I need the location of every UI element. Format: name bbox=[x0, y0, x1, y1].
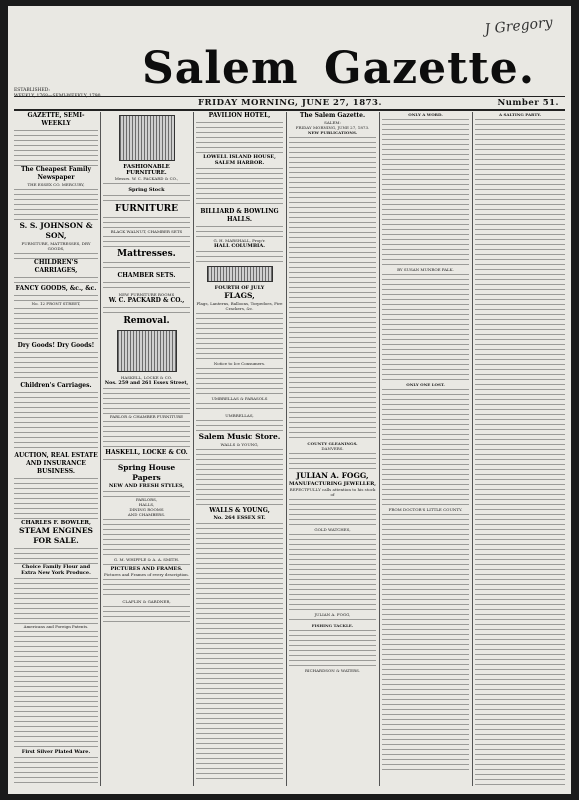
text-block bbox=[289, 628, 376, 668]
spring-house-papers: Spring House Papers bbox=[117, 463, 176, 482]
text-block bbox=[382, 272, 469, 382]
chambers-line: AND CHAMBERS. bbox=[127, 512, 166, 517]
auction-heading: AUCTION, REAL ESTATE AND INSURANCE BUSINESS. bbox=[14, 452, 98, 475]
julian-fogg-heading: JULIAN A. FOGG, bbox=[296, 471, 369, 480]
text-block bbox=[475, 117, 565, 788]
only-a-word-heading: ONLY A WORD. bbox=[408, 112, 443, 117]
column-3 bbox=[196, 112, 283, 788]
column-divider bbox=[472, 112, 473, 786]
salem-music-store-heading: Salem Music Store. bbox=[198, 432, 281, 441]
pavilion-hotel-heading: PAVILION HOTEL, bbox=[208, 112, 271, 119]
column-5 bbox=[382, 112, 469, 788]
issue-date: FRIDAY MORNING, JUNE 27, 1873. bbox=[198, 98, 382, 108]
text-block bbox=[103, 215, 190, 229]
pictures-heading: PICTURES AND FRAMES. bbox=[110, 566, 183, 572]
flags-heading: FLAGS, bbox=[224, 291, 255, 300]
halls-line: HALLS, bbox=[138, 502, 155, 507]
parlor-chamber-line: PARLOR & CHAMBER FURNITURE bbox=[109, 414, 184, 419]
handwritten-signature: J Gregory bbox=[483, 14, 554, 38]
newspaper-page bbox=[8, 6, 571, 794]
whipple-smith-line: G. M. WHIPPLE & A. A. SMITH. bbox=[113, 557, 180, 562]
furniture-store-engraving bbox=[119, 115, 175, 161]
julian-fogg-line: JULIAN A. FOGG, bbox=[314, 612, 351, 617]
text-block bbox=[14, 293, 98, 301]
front-street-line: No. 12 FRONT STREET, bbox=[31, 301, 81, 306]
marshall-line: G. H. MARSHALL, Prop'r. bbox=[213, 238, 266, 243]
gold-watches-line: GOLD WATCHES, bbox=[314, 527, 351, 532]
text-block bbox=[14, 350, 98, 382]
column-divider bbox=[379, 112, 380, 786]
text-block bbox=[196, 311, 283, 361]
dateline-rule bbox=[14, 109, 565, 111]
parlors-line: PARLORS, bbox=[135, 497, 158, 502]
text-block bbox=[14, 128, 98, 166]
text-block bbox=[196, 447, 283, 507]
salem-label: SALEM: bbox=[324, 120, 341, 125]
text-block bbox=[14, 576, 98, 624]
text-block bbox=[289, 532, 376, 612]
lowell-island-heading: LOWELL ISLAND HOUSE, bbox=[203, 154, 276, 160]
silver-ware-line: First Silver Plated Ware. bbox=[21, 749, 91, 755]
haskell-heading: HASKELL, LOCKE & CO. bbox=[105, 449, 188, 456]
county-gleanings-heading: COUNTY GLEANINGS. bbox=[307, 441, 358, 446]
dateline bbox=[8, 97, 571, 109]
text-block bbox=[103, 193, 190, 203]
walls-young-line: WALLS & YOUNG, bbox=[220, 442, 259, 447]
text-block bbox=[14, 546, 98, 564]
claflin-gardner-line: CLAFLIN & GARDNER, bbox=[122, 599, 171, 604]
dry-goods-line: Dry Goods! Dry Goods! bbox=[17, 342, 95, 349]
text-block bbox=[196, 166, 283, 208]
text-block bbox=[196, 366, 283, 396]
dining-line: DINING ROOMS bbox=[129, 507, 164, 512]
text-block bbox=[14, 629, 98, 749]
new-publications-heading: NEW PUBLICATIONS. bbox=[307, 130, 358, 135]
established-years: WEEKLY, 1768—SEMI-WEEKLY, 1790. bbox=[14, 94, 102, 99]
danvers-heading: DANVERS. bbox=[321, 446, 344, 451]
text-block bbox=[14, 251, 98, 259]
mattresses-heading: Mattresses. bbox=[117, 249, 176, 259]
story-subheading: FROM DOCTOR'S LITTLE COUNTY. bbox=[388, 507, 463, 512]
removal-heading: Removal. bbox=[123, 316, 170, 326]
walls-young-heading: WALLS & YOUNG, bbox=[209, 507, 270, 514]
fogg-intro: REPECTFULLY calls attention to his stock of bbox=[289, 487, 376, 497]
text-block bbox=[14, 187, 98, 221]
text-block bbox=[103, 577, 190, 599]
masthead-left: Salem bbox=[142, 43, 299, 94]
column-divider bbox=[193, 112, 194, 786]
spring-stock-line: Spring Stock bbox=[128, 187, 165, 193]
text-block bbox=[289, 497, 376, 527]
column-divider bbox=[286, 112, 287, 786]
text-block bbox=[382, 512, 469, 772]
haskell-line: HASKELL, LOCKE & CO. bbox=[120, 375, 173, 380]
text-block bbox=[196, 521, 283, 781]
flour-heading: Choice Family Flour and Extra New York Produce. bbox=[21, 564, 91, 576]
manufacturing-jeweller: MANUFACTURING JEWELLER, bbox=[289, 481, 376, 487]
cheapest-newspaper: The Cheapest Family Newspaper bbox=[20, 166, 92, 181]
text-block bbox=[103, 489, 190, 497]
umbrellas-line: UMBRELLAS, bbox=[225, 413, 254, 418]
furniture-heading: FURNITURE bbox=[114, 204, 179, 214]
column-divider bbox=[100, 112, 101, 786]
established-label: ESTABLISHED: bbox=[14, 88, 50, 93]
text-block bbox=[103, 386, 190, 414]
text-block bbox=[14, 476, 98, 520]
column-6 bbox=[475, 112, 565, 788]
umbrellas-parasols-line: UMBRELLAS & PARASOLS bbox=[211, 396, 268, 401]
text-block bbox=[103, 234, 190, 248]
salem-gazette-editorial-heading: The Salem Gazette. bbox=[299, 112, 366, 119]
text-block bbox=[196, 249, 283, 263]
salem-harbor-heading: SALEM HARBOR. bbox=[214, 160, 265, 166]
text-block bbox=[14, 390, 98, 452]
text-block bbox=[14, 755, 98, 785]
text-block bbox=[196, 401, 283, 413]
poem-author: BY SUSAN MUNROE PALK. bbox=[397, 267, 454, 272]
salting-party-heading: A SALTING PARTY. bbox=[498, 112, 542, 117]
text-block bbox=[289, 135, 376, 441]
text-block bbox=[382, 387, 469, 507]
editorial-date: FRIDAY MORNING, JUNE 27, 1873. bbox=[295, 125, 370, 130]
new-styles-line: NEW AND FRESH STYLES, bbox=[108, 483, 185, 489]
gazette-heading: GAZETTE, SEMI-WEEKLY bbox=[27, 112, 85, 127]
fancy-goods-line: FANCY GOODS, &c., &c. bbox=[15, 285, 97, 292]
pictures-subline: Pictures and Frames of every description. bbox=[103, 572, 190, 577]
fashionable-furniture-caption: FASHIONABLE FURNITURE. bbox=[123, 164, 170, 176]
text-block bbox=[14, 306, 98, 342]
column-1 bbox=[14, 112, 98, 788]
flags-subline: Flags, Lanterns, Balloons, Torpedoes, Fire Crackers, &c. bbox=[196, 301, 283, 311]
text-block bbox=[196, 418, 283, 432]
packard-line: Messrs. W. C. PACKARD & CO., bbox=[114, 176, 179, 181]
text-block bbox=[103, 305, 190, 315]
bowler-line: CHARLES F. BOWLER, bbox=[21, 520, 91, 526]
mercury-heading: THE ESSEX CO. MERCURY, bbox=[27, 182, 85, 187]
packard-heading: W. C. PACKARD & CO., bbox=[108, 297, 185, 304]
text-block bbox=[103, 280, 190, 292]
essex-street-line: No. 264 ESSEX ST. bbox=[213, 515, 266, 521]
furniture-line: FURNITURE, MATTRESSES, DRY GOODS, bbox=[21, 241, 91, 251]
text-block bbox=[103, 517, 190, 557]
steam-engines-heading: STEAM ENGINES FOR SALE. bbox=[19, 526, 93, 545]
building-engraving bbox=[117, 330, 177, 372]
johnson-heading: S. S. JOHNSON & SON, bbox=[19, 221, 93, 240]
patents-line: Americans and Foreign Patents. bbox=[23, 624, 89, 629]
text-block bbox=[103, 260, 190, 272]
billiard-heading: BILLIARD & BOWLING HALLS. bbox=[200, 208, 279, 223]
text-block bbox=[103, 419, 190, 449]
ice-consumers-notice: Notice to Ice Consumers. bbox=[213, 361, 266, 366]
ornamental-banner bbox=[207, 266, 273, 282]
column-4 bbox=[289, 112, 376, 788]
fourth-of-july-heading: FOURTH OF JULY bbox=[214, 285, 265, 291]
text-block bbox=[382, 117, 469, 267]
new-furniture-rooms: NEW FURNITURE ROOMS bbox=[118, 292, 175, 297]
text-block bbox=[14, 275, 98, 285]
chamber-sets-heading: CHAMBER SETS. bbox=[117, 272, 176, 279]
essex-street-address: Nos. 259 and 261 Essex Street, bbox=[104, 380, 189, 386]
text-block bbox=[103, 604, 190, 624]
fishing-tackle-heading: FISHING TACKLE. bbox=[311, 623, 354, 628]
masthead-right: Gazette. bbox=[324, 43, 536, 94]
carriages-line: CHILDREN'S CARRIAGES, bbox=[34, 259, 78, 274]
childrens-carriages-line: Children's Carriages. bbox=[20, 382, 92, 389]
text-block bbox=[289, 451, 376, 471]
only-one-lost-heading: ONLY ONE LOST. bbox=[406, 382, 445, 387]
walnut-line: BLACK WALNUT, CHAMBER SETS bbox=[110, 229, 183, 234]
text-block bbox=[196, 224, 283, 238]
text-block bbox=[196, 120, 283, 154]
issue-number: Number 51. bbox=[497, 98, 559, 108]
column-2 bbox=[103, 112, 190, 788]
richardson-waters-line: RICHARDSON & WATERS. bbox=[305, 668, 360, 673]
hall-columbia-heading: HALL COLUMBIA. bbox=[213, 243, 266, 249]
